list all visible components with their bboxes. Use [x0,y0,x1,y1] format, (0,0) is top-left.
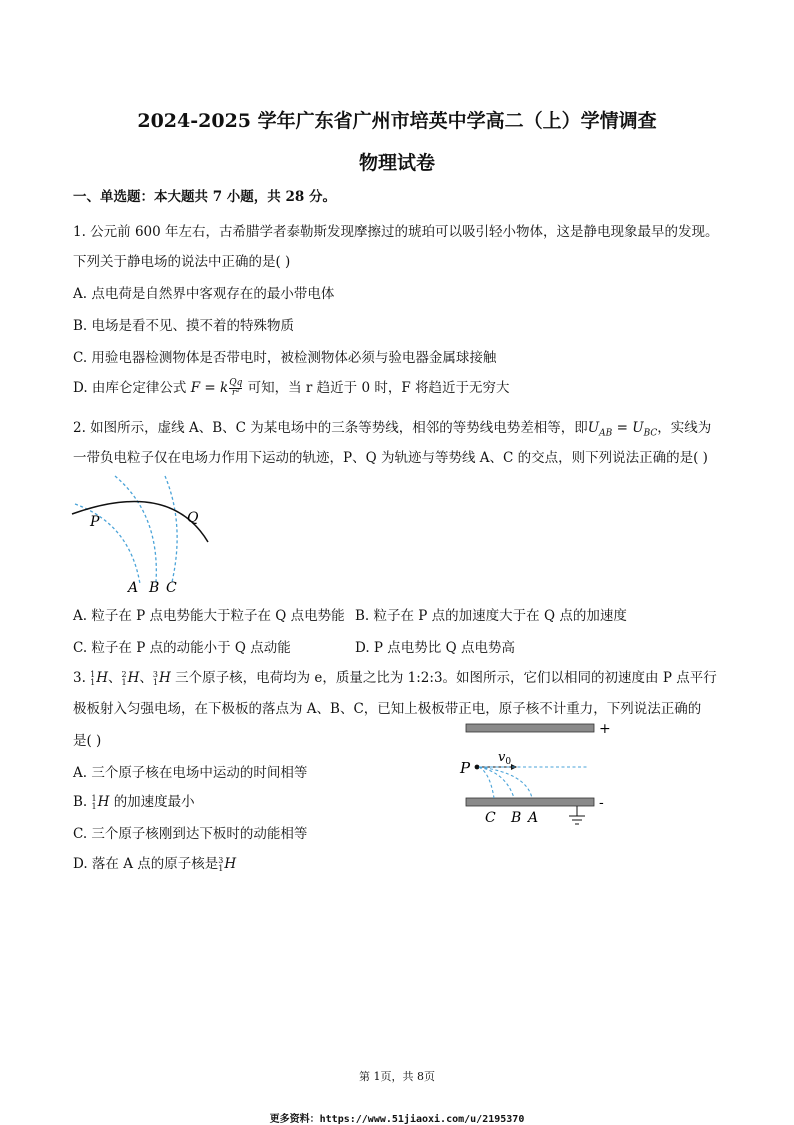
equipotential-c [165,476,177,582]
q1-option-a: A. 点电荷是自然界中客观存在的最小带电体 [73,286,335,302]
minus-sign: - [599,795,604,811]
q2-option-c: C. 粒子在 P 点的动能小于 Q 点动能 [73,640,291,656]
page-subtitle: 物理试卷 [358,152,435,174]
q1-option-d: D. 由库仑定律公式 F = k $\frac{Qq}{\text{r²}}$ 可知，当 r 趋近于 0 时，F 将趋近于无穷大 [73,378,510,398]
q3-option-b: B. 1 1 H 的加速度最小 [73,793,195,811]
lower-plate [466,798,594,806]
q3-option-a: A. 三个原子核在电场中运动的时间相等 [73,765,308,781]
plus-sign: + [599,721,611,737]
q2-equipotential-figure [70,474,220,598]
label-a: A [528,810,539,826]
q2-option-d: D. P 点电势比 Q 点电势高 [355,640,515,656]
q3-stem-line2: 极板射入匀强电场，在下极板的落点为 A、B、C，已知上极板带正电，原子核不计重力，下列说法正确的 [73,701,702,717]
ground-symbol [569,806,585,824]
q3-option-d: D. 落在 A 点的原子核是 3 1 H [73,855,237,873]
label-c: C [166,580,177,596]
label-q: Q [187,510,199,526]
trajectory-a [479,767,532,798]
more-resources-link[interactable]: 更多资料：https://www.51jiaoxi.com/u/2195370 [269,1114,525,1125]
label-b: B [511,810,522,826]
page-number: 第 1页，共 8页 [359,1070,435,1083]
q1-option-c: C. 用验电器检测物体是否带电时，被检测物体必须与验电器金属球接触 [73,350,497,366]
q1-option-b: B. 电场是看不见、摸不着的特殊物质 [73,318,295,334]
q1-stem-line1: 1. 公元前 600 年左右，古希腊学者泰勒斯发现摩擦过的琥珀可以吸引轻小物体，这是静电现象最早的发现。 [73,224,719,240]
label-v0: $v_0$ [498,750,512,767]
section-heading: 一、单选题：本大题共 7 小题，共 28 分。 [73,189,336,205]
q2-stem-line2: 一带负电粒子仅在电场力作用下运动的轨迹，P、Q 为轨迹与等势线 A、C 的交点，则下列说法正确的是( ) [73,450,708,466]
point-p-dot [475,765,480,770]
q3-stem-line1: 3. 1 1 H、 2 1 H、 3 1 H 三个原子核，电荷均为 e，质量之比为 1:2:3。如图所示，它们以相同的初速度由 P 点平行 [73,669,717,687]
label-a: A [128,580,139,596]
q1-stem-line2: 下列关于静电场的说法中正确的是( ) [73,254,291,270]
q3-capacitor-figure [456,716,616,834]
q3-stem-line3: 是( ) [73,733,102,749]
page-title: 2024-2025 学年广东省广州市培英中学高二（上）学情调查 [137,110,657,132]
label-p: P [90,514,100,530]
upper-plate [466,724,594,732]
equipotential-a [75,504,140,584]
q2-stem-line1: 2. 如图所示，虚线 A、B、C 为某电场中的三条等势线，相邻的等势线电势差相等，即$U_{AB} = U_{BC}$，实线为 [73,420,712,439]
q2-option-a: A. 粒子在 P 点电势能大于粒子在 Q 点电势能 [73,608,345,624]
label-p: P [460,759,471,777]
label-c: C [485,810,496,826]
label-b: B [149,580,160,596]
q3-option-c: C. 三个原子核刚到达下板时的动能相等 [73,826,308,842]
q2-option-b: B. 粒子在 P 点的加速度大于在 Q 点的加速度 [355,608,627,624]
